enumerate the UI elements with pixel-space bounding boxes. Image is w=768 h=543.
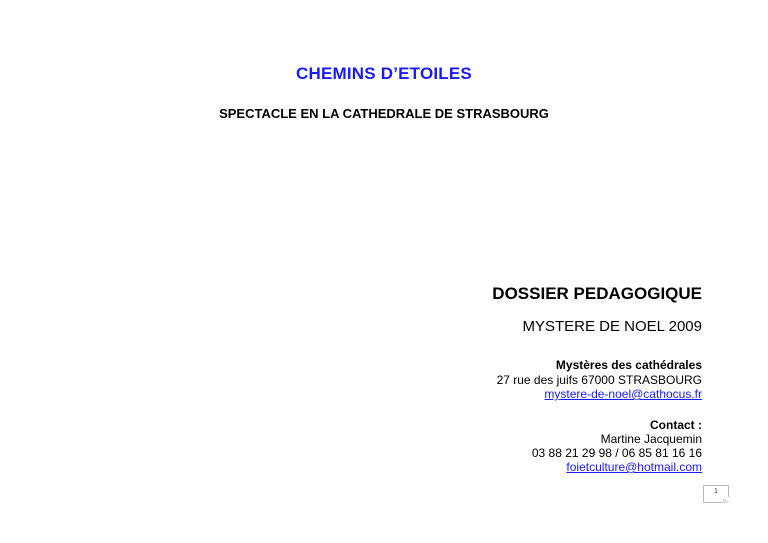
contact-name: Martine Jacquemin (600, 432, 702, 446)
contact-phone: 03 88 21 29 98 / 06 85 81 16 16 (531, 446, 702, 460)
contact-email-container (566, 460, 702, 474)
dossier-heading: DOSSIER PEDAGOGIQUE (492, 284, 702, 303)
organization-name: Mystères des cathédrales (555, 358, 702, 372)
organization-address: 27 rue des juifs 67000 STRASBOURG (496, 373, 702, 387)
page-number: 1 (703, 485, 729, 503)
document-subtitle: SPECTACLE EN LA CATHEDRALE DE STRASBOURG (219, 106, 549, 121)
organization-email-link[interactable]: mystere-de-noel@cathocus.fr (544, 387, 702, 401)
organization-email-container (544, 387, 702, 401)
dossier-subheading: MYSTERE DE NOEL 2009 (522, 318, 702, 335)
document-title: CHEMINS D’ETOILES (296, 64, 472, 83)
contact-label: Contact : (650, 418, 702, 432)
contact-email-link[interactable]: foietculture@hotmail.com (566, 460, 702, 474)
